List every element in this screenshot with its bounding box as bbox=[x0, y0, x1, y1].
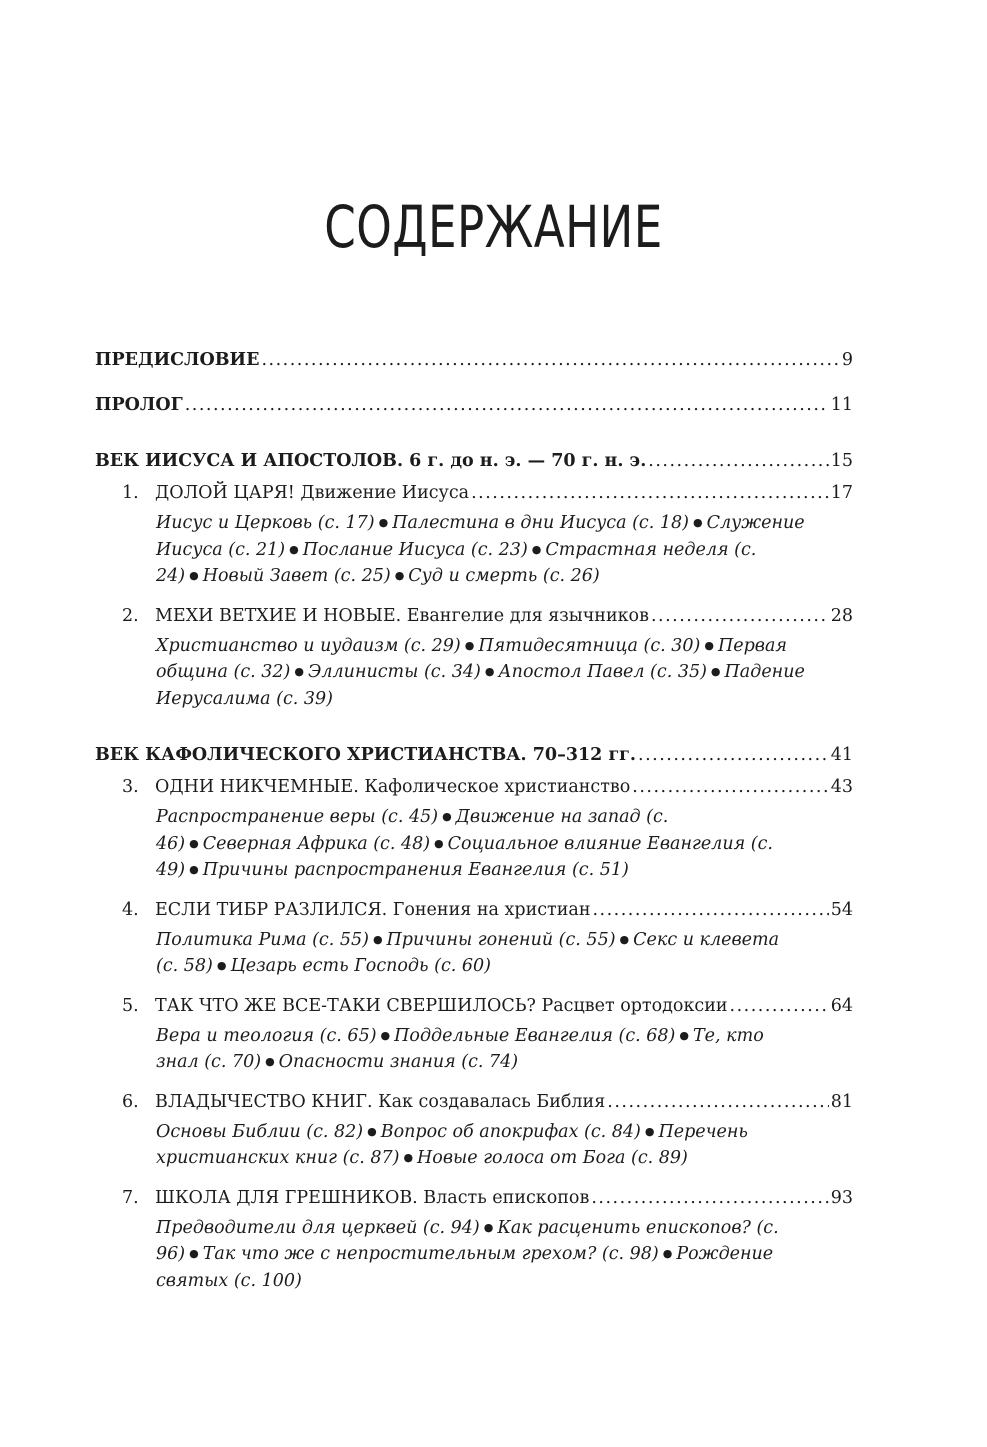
chapter-number: 1. bbox=[122, 483, 139, 503]
chapter-subsections bbox=[156, 1215, 806, 1295]
chapter-page: 81 bbox=[830, 1091, 853, 1112]
dot-leader bbox=[592, 897, 828, 923]
chapter-number: 2. bbox=[122, 605, 139, 626]
entry-page: 9 bbox=[841, 350, 853, 370]
chapter-page: 93 bbox=[830, 1187, 853, 1208]
chapter-number: 5. bbox=[122, 995, 139, 1016]
bullet-separator: ● bbox=[531, 542, 542, 556]
subsection: Эллинисты (с. 34) bbox=[308, 662, 481, 682]
subsection: Основы Библии (с. 82) bbox=[156, 1121, 364, 1142]
page-title: СОДЕРЖАНИЕ bbox=[324, 192, 663, 261]
chapter-title: ДОЛОЙ ЦАРЯ! Движение Иисуса bbox=[155, 483, 470, 503]
entry-page: 11 bbox=[830, 395, 853, 415]
subsection: Движение на запад (с. 46) bbox=[156, 807, 669, 854]
chapter-number: 4. bbox=[122, 899, 139, 920]
subsection: Так что же с непростительным грехом? (с. 98) bbox=[202, 1244, 659, 1264]
chapter-title: ВЛАДЫЧЕСТВО КНИГ. Как создавалась Библия bbox=[155, 1091, 606, 1112]
chapter-subsections bbox=[156, 804, 806, 884]
subsection: Как расценить епископов? (с. 96) bbox=[156, 1217, 779, 1264]
chapter-number: 7. bbox=[122, 1187, 139, 1208]
chapter-title: МЕХИ ВЕТХИЕ И НОВЫЕ. Евангелие для язычников bbox=[155, 605, 649, 626]
chapter-page: 43 bbox=[830, 777, 853, 797]
dot-leader bbox=[730, 993, 829, 1019]
bullet-separator: ● bbox=[464, 638, 475, 652]
subsection: Причины распространения Евангелия (с. 51) bbox=[202, 860, 629, 880]
subsection: Причины гонений (с. 55) bbox=[386, 929, 616, 950]
chapter-page: 28 bbox=[830, 605, 853, 626]
dot-leader bbox=[185, 392, 829, 418]
subsection: Вера и теология (с. 65) bbox=[156, 1025, 377, 1046]
subsection: Те, кто знал (с. 70) bbox=[156, 1025, 764, 1072]
chapter-page: 17 bbox=[830, 483, 853, 503]
bullet-separator: ● bbox=[189, 863, 199, 876]
subsection: Страстная неделя (с. 24) bbox=[156, 539, 757, 586]
toc-chapter-5[interactable] bbox=[122, 993, 853, 1019]
subsection: Падение Иерусалима (с. 39) bbox=[156, 662, 805, 709]
bullet-separator: ● bbox=[644, 1124, 655, 1138]
dot-leader bbox=[632, 774, 828, 800]
toc-chapter-7[interactable] bbox=[122, 1185, 853, 1211]
subsection: Опасности знания (с. 74) bbox=[278, 1052, 519, 1072]
subsection: Социальное влияние Евангелия (с. 49) bbox=[156, 833, 773, 880]
subsection: Предводители для церквей (с. 94) bbox=[156, 1217, 480, 1238]
bullet-separator: ● bbox=[189, 569, 199, 582]
toc-chapter-1[interactable] bbox=[122, 480, 853, 506]
bullet-separator: ● bbox=[434, 836, 444, 850]
bullet-separator: ● bbox=[710, 665, 721, 678]
chapter-title: ТАК ЧТО ЖЕ ВСЕ-ТАКИ СВЕРШИЛОСЬ? Расцвет ортодоксии bbox=[155, 995, 728, 1016]
bullet-separator: ● bbox=[289, 542, 299, 556]
chapter-subsections bbox=[156, 633, 806, 713]
bullet-separator: ● bbox=[394, 569, 405, 582]
subsection: Суд и смерть (с. 26) bbox=[408, 566, 600, 586]
subsection: Новый Завет (с. 25) bbox=[202, 566, 391, 586]
bullet-separator: ● bbox=[380, 1028, 391, 1042]
part-title: ВЕК КАФОЛИЧЕСКОГО ХРИСТИАНСТВА. 70–312 гг. bbox=[95, 745, 636, 765]
bullet-separator: ● bbox=[294, 665, 304, 678]
chapter-subsections bbox=[156, 1119, 806, 1172]
chapter-page: 64 bbox=[830, 995, 853, 1016]
subsection: Рождение святых (с. 100) bbox=[156, 1244, 774, 1291]
chapter-title: ЕСЛИ ТИБР РАЗЛИЛСЯ. Гонения на христиан bbox=[155, 899, 591, 920]
toc-part-1[interactable] bbox=[95, 448, 853, 474]
subsection: Апостол Павел (с. 35) bbox=[498, 662, 707, 682]
bullet-separator: ● bbox=[367, 1124, 377, 1138]
subsection: Иисус и Церковь (с. 17) bbox=[156, 513, 375, 533]
dot-leader bbox=[651, 603, 829, 629]
dot-leader bbox=[607, 1089, 828, 1115]
chapter-number: 3. bbox=[122, 777, 139, 797]
dot-leader bbox=[648, 448, 828, 474]
subsection: Поддельные Евангелия (с. 68) bbox=[394, 1025, 676, 1046]
toc-chapter-2[interactable] bbox=[122, 603, 853, 629]
bullet-separator: ● bbox=[704, 638, 714, 652]
subsection: Распространение веры (с. 45) bbox=[156, 807, 439, 827]
subsection: Вопрос об апокрифах (с. 84) bbox=[380, 1121, 641, 1142]
entry-label: ПРОЛОГ bbox=[95, 395, 183, 415]
bullet-separator: ● bbox=[403, 1151, 414, 1164]
entry-label: ПРЕДИСЛОВИЕ bbox=[95, 350, 260, 370]
bullet-separator: ● bbox=[372, 932, 383, 946]
bullet-separator: ● bbox=[679, 1028, 689, 1042]
bullet-separator: ● bbox=[484, 665, 495, 678]
subsection: Служение Иисуса (с. 21) bbox=[156, 513, 805, 560]
bullet-separator: ● bbox=[442, 810, 452, 823]
chapter-subsections bbox=[156, 510, 806, 590]
toc-chapter-3[interactable] bbox=[122, 774, 853, 800]
subsection: Цезарь есть Господь (с. 60) bbox=[230, 956, 491, 976]
chapter-subsections bbox=[156, 1023, 806, 1076]
bullet-separator: ● bbox=[189, 1247, 199, 1260]
bullet-separator: ● bbox=[619, 932, 630, 946]
dot-leader bbox=[638, 742, 829, 768]
bullet-separator: ● bbox=[483, 1220, 494, 1234]
bullet-separator: ● bbox=[662, 1247, 673, 1260]
chapter-title: ОДНИ НИКЧЕМНЫЕ. Кафолическое христианство bbox=[155, 777, 631, 797]
subsection: Христианство и иудаизм (с. 29) bbox=[156, 635, 461, 656]
subsection: Палестина в дни Иисуса (с. 18) bbox=[392, 513, 689, 533]
chapter-number: 6. bbox=[122, 1091, 139, 1112]
bullet-separator: ● bbox=[265, 1055, 275, 1068]
toc-chapter-6[interactable] bbox=[122, 1089, 853, 1115]
subsection: Северная Африка (с. 48) bbox=[202, 833, 431, 854]
subsection: Послание Иисуса (с. 23) bbox=[302, 539, 528, 560]
toc-entry-preface[interactable] bbox=[95, 347, 853, 373]
bullet-separator: ● bbox=[378, 516, 389, 529]
part-title: ВЕК ИИСУСА И АПОСТОЛОВ. 6 г. до н. э. — 70 г. н. э. bbox=[95, 451, 647, 471]
toc-chapter-4[interactable] bbox=[122, 897, 853, 923]
bullet-separator: ● bbox=[189, 836, 199, 850]
part-page: 41 bbox=[830, 745, 853, 765]
part-page: 15 bbox=[830, 451, 853, 471]
dot-leader bbox=[471, 480, 829, 506]
toc-part-2[interactable] bbox=[95, 742, 853, 768]
toc-entry-prologue[interactable] bbox=[95, 392, 853, 418]
bullet-separator: ● bbox=[216, 959, 227, 972]
chapter-subsections bbox=[156, 927, 806, 980]
subsection: Новые голоса от Бога (с. 89) bbox=[417, 1148, 688, 1168]
table-of-contents bbox=[95, 345, 853, 1294]
subsection: Политика Рима (с. 55) bbox=[156, 929, 369, 950]
chapter-page: 54 bbox=[830, 899, 853, 920]
subsection: Перечень христианских книг (с. 87) bbox=[156, 1121, 748, 1168]
subsection: Секс и клевета (с. 58) bbox=[156, 929, 780, 976]
dot-leader bbox=[261, 347, 839, 373]
subsection: Пятидесятница (с. 30) bbox=[478, 635, 701, 656]
bullet-separator: ● bbox=[692, 516, 703, 529]
dot-leader bbox=[591, 1185, 828, 1211]
chapter-title: ШКОЛА ДЛЯ ГРЕШНИКОВ. Власть епископов bbox=[155, 1187, 590, 1208]
subsection: Первая община (с. 32) bbox=[156, 635, 788, 682]
